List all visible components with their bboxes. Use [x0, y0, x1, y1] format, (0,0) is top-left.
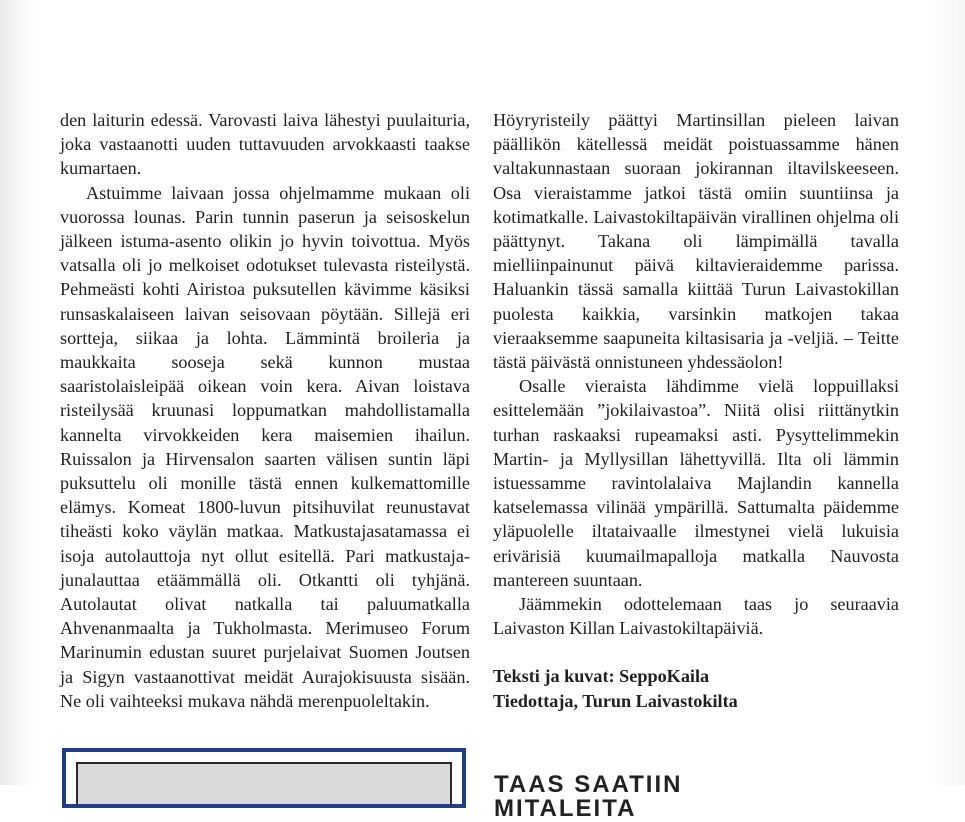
left-text-column: [60, 108, 470, 713]
right-text-column: [493, 108, 899, 713]
right-paragraph-1: Höyryristeily päättyi Martinsillan pieleen laivan päällikön kätellessä meidät poistuassamme hänen valtakunnastaan suoraan jokirannan iltavilskeeseen. Osa vieraistamme jatkoi tästä omiin suuntiinsa ja kotimatkalle. Laivastokiltapäivän virallinen ohjelma oli päättynyt. Takana oli lämpimällä tavalla mielliinpainunut päivä kiltavieraidemme parissa. Haluankin tässä samalla kiittää Turun Laivastokillan puolesta kaikkia, varsinkin matkojen takaa vieraaksemme saapuneita kiltasisaria ja -veljiä. – Teitte tästä päivästä onnistuneen yhdessäolon!: [493, 110, 899, 373]
right-paragraph-3: Jäämmekin odottelemaan taas jo seuraavia Laivaston Killan Laivastokiltapäiviä.: [493, 594, 899, 639]
left-paragraph-1: den laiturin edessä. Varovasti laiva lähestyi puulaituria, joka vastaanotti uuden tuttavuuden arvokkaasti taakse kumartaen.: [60, 110, 470, 179]
signature-role: Tiedottaja, Turun Laivastokilta: [493, 690, 738, 711]
photo-frame: [62, 748, 466, 808]
author-signature: [493, 664, 899, 712]
photo-placeholder: [76, 762, 452, 804]
left-paragraph-2: Astuimme laivaan jossa ohjelmamme mukaan oli vuorossa lounas. Parin tunnin paserun ja seisoskelun jälkeen istuma-asento olikin jo hyvin toivottua. Myös vatsalla oli jo melkoiset odotukset tulevasta risteilystä. Pehmeästi kohti Airistoa puksutellen kävimme käsiksi runsaskalaiseen laivan seisovaan pöytään. Sillejä eri sortteja, siikaa ja lohta. Lämmintä broileria ja maukkaita sooseja sekä kunnon mustaa saaristolaisleipää oikean voin kera. Aivan loistava risteilysää kruunasi loppumatkan mahdollistamalla kannelta virvokkeiden kera maisemien ihailun. Ruissalon ja Hirvensalon saarten välisen suntin läpi puksuttelu oli monille tästä ennen kulkemattomille elämys. Komeat 1800-luvun pitsihuvilat reunustavat tiheästi koko väylän matkaa. Matkustajasatamassa ei isoja autolauttoja nyt ollut esitellä. Pari matkustaja-junalauttaa etäämmällä oli. Otkantti oli tyhjänä. Autolautat olivat natkalla tai paluumatkalla Ahvenanmaalta ja Tukholmasta. Merimuseo Forum Marinumin edustan suuret purjelaivat Suomen Joutsen ja Sigyn vastaanottivat meidät Aurajokisuusta sisään. Ne oli vaihteeksi mukava nähdä merenpuoleltakin.: [60, 182, 470, 711]
next-article-heading: TAAS SAATIIN MITALEITA: [494, 771, 683, 822]
right-paragraph-2: Osalle vieraista lähdimme vielä loppuillaksi esittelemään ”jokilaivastoa”. Niitä olisi riittänytkin turhan raskaaksi rupeamaksi asti. Pysyttelimmekin Martin- ja Myllysillan lähettyvillä. Ilta oli lämmin istuessamme ravintolalaiva Majlandin kannella katselemassa vilinää ympärillä. Sattumalta päidemme yläpuolelle iltataivaalle ilmestynei vielä lukuisia erivärisiä kuumailmapalloja matkalla Nauvosta mantereen suuntaan.: [493, 376, 899, 590]
signature-credit: Teksti ja kuvat: SeppoKaila: [493, 666, 710, 687]
